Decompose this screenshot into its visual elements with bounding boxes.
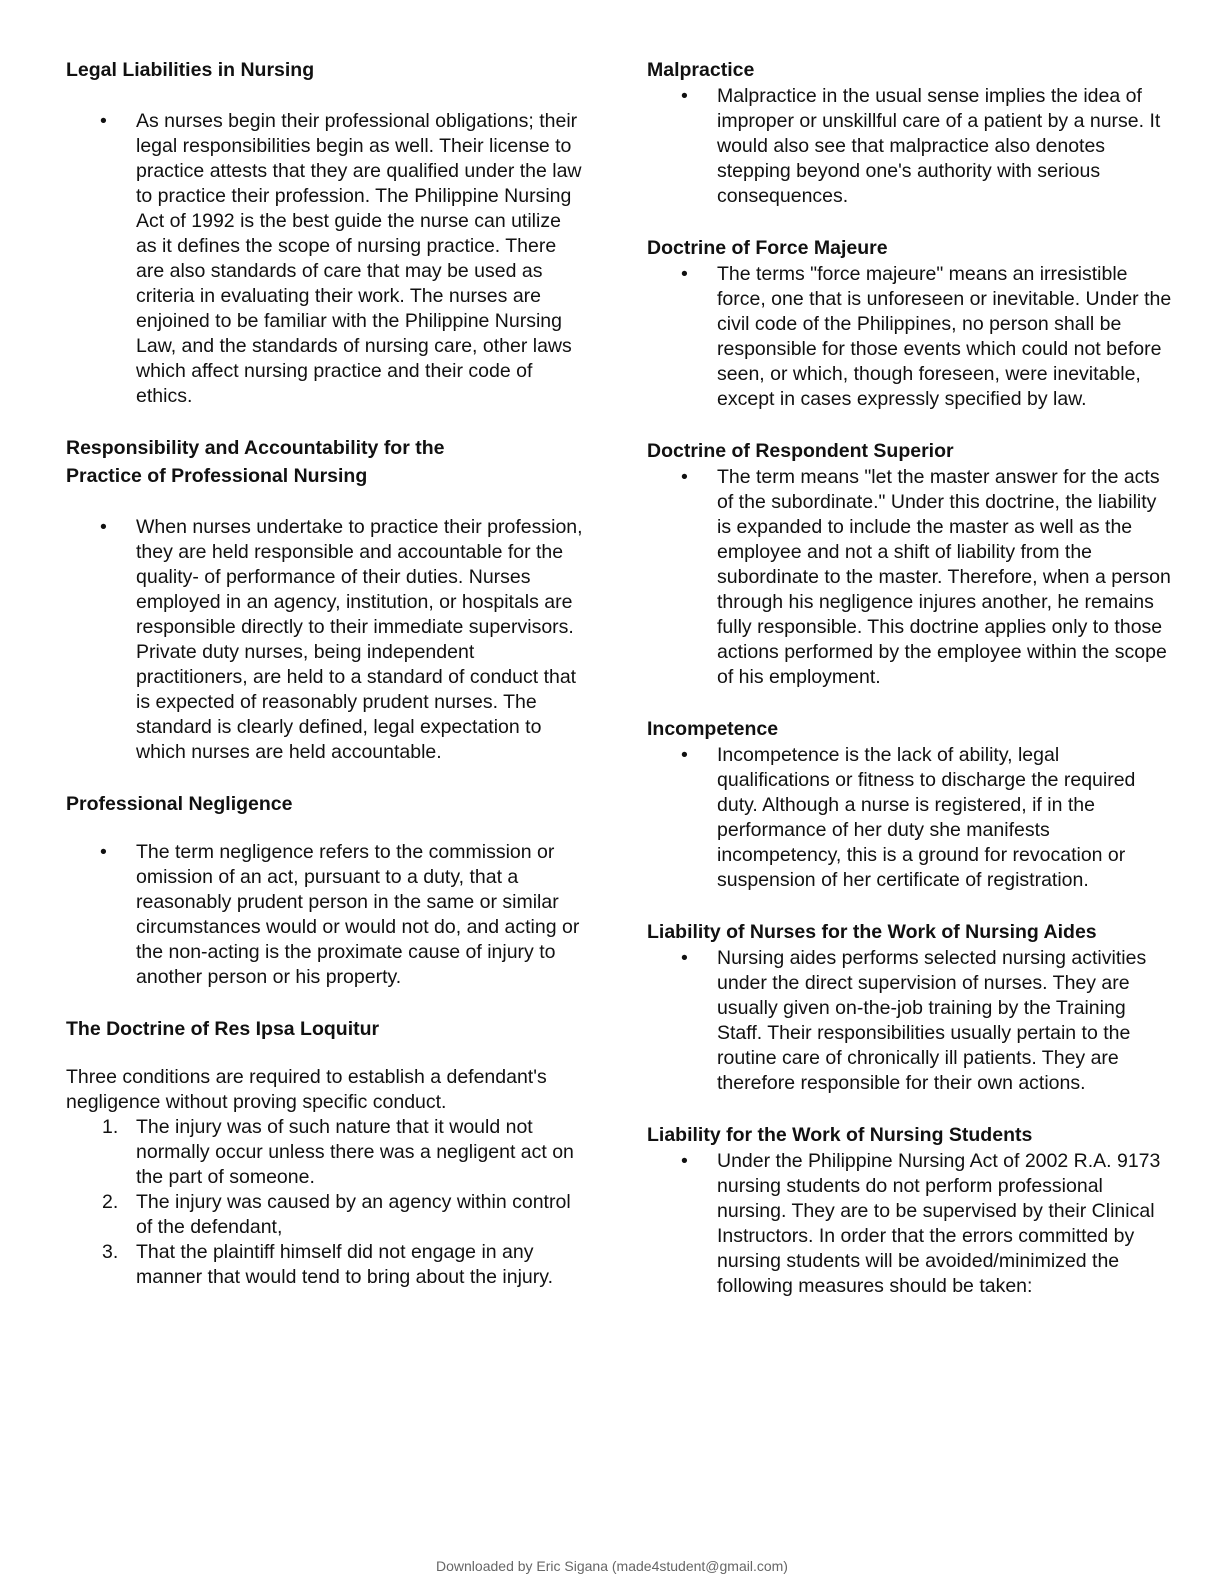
heading-legal-liabilities: Legal Liabilities in Nursing — [66, 59, 315, 81]
bullet-item: • When nurses undertake to practice their profession, they are held responsible and accountable for the quality- of performance of their duties. Nurses employed in an agency, institution, or hospitals are responsible directly to their immediate supervisors. Private duty nurses, being independent practitioners, are held to a standard of conduct that is expected of reasonably prudent nurses. The standard is clearly defined, legal expectation to which nurses are held accountable. — [66, 515, 586, 765]
list-text: The injury was of such nature that it would not normally occur unless there was a negligent act on the part of someone. — [136, 1116, 574, 1188]
bullet-item: • The term means "let the master answer for the acts of the subordinate." Under this doctrine, the liability is expanded to include the master as well as the employee and not a shift of liability from the subordinate to the master. Therefore, when a person through his negligence injures another, he remains fully responsible. This doctrine applies only to those actions performed by the employee within the scope of his employment. — [647, 465, 1172, 690]
res-ipsa-intro: Three conditions are required to establish a defendant's negligence without proving specific conduct. — [66, 1066, 547, 1113]
heading-professional-negligence: Professional Negligence — [66, 793, 293, 815]
section-respondent-superior — [647, 437, 1172, 690]
section-legal-liabilities — [66, 56, 586, 409]
bullet-list — [647, 743, 1172, 893]
bullet-item: • Incompetence is the lack of ability, legal qualifications or fitness to discharge the required duty. Although a nurse is registered, if in the performance of her duty she manifests incompetency, this is a ground for revocation or suspension of her certificate of registration. — [647, 743, 1172, 893]
right-column — [647, 56, 1172, 1299]
numbered-list — [66, 1115, 586, 1290]
bullet-list — [647, 1149, 1172, 1299]
list-number: 2. — [102, 1191, 119, 1213]
section-malpractice — [647, 56, 1172, 209]
list-text: That the plaintiff himself did not engage in any manner that would tend to bring about the injury. — [136, 1241, 553, 1288]
bullet-list — [66, 515, 586, 765]
heading-respondent-superior: Doctrine of Respondent Superior — [647, 440, 954, 462]
heading-nursing-students: Liability for the Work of Nursing Students — [647, 1124, 1033, 1146]
list-number: 3. — [102, 1241, 119, 1263]
download-footer: Downloaded by Eric Sigana (made4student@gmail.com) — [436, 1558, 788, 1574]
bullet-list — [647, 946, 1172, 1096]
bullet-item: • As nurses begin their professional obligations; their legal responsibilities begin as well. Their license to practice attests that they are qualified under the law to practice their profession. The Philippine Nursing Act of 1992 is the best guide the nurse can utilize as it defines the scope of nursing practice. There are also standards of care that may be used as criteria in evaluating their work. The nurses are enjoined to be familiar with the Philippine Nursing Law, and the standards of nursing care, other laws which affect nursing practice and their code of ethics. — [66, 109, 586, 409]
bullet-list — [647, 84, 1172, 209]
bullet-item: • Malpractice in the usual sense implies the idea of improper or unskillful care of a patient by a nurse. It would also see that malpractice also denotes stepping beyond one's authority with serious consequences. — [647, 84, 1172, 209]
section-incompetence — [647, 715, 1172, 893]
numbered-item — [66, 1240, 586, 1290]
bullet-list — [647, 262, 1172, 412]
bullet-list — [66, 109, 586, 409]
heading-responsibility-line2: Practice of Professional Nursing — [66, 465, 368, 487]
heading-responsibility-line1: Responsibility and Accountability for the — [66, 437, 445, 459]
section-professional-negligence — [66, 790, 586, 990]
heading-res-ipsa-loquitur: The Doctrine of Res Ipsa Loquitur — [66, 1018, 380, 1040]
bullet-list — [647, 465, 1172, 690]
bullet-item: • Under the Philippine Nursing Act of 2002 R.A. 9173 nursing students do not perform professional nursing. They are to be supervised by their Clinical Instructors. In order that the errors committed by nursing students will be avoided/minimized the following measures should be taken: — [647, 1149, 1172, 1299]
bullet-list — [66, 840, 586, 990]
heading-nursing-aides: Liability of Nurses for the Work of Nursing Aides — [647, 921, 1097, 943]
bullet-item: • The term negligence refers to the commission or omission of an act, pursuant to a duty, that a reasonably prudent person in the same or similar circumstances would or would not do, and acting or the non-acting is the proximate cause of injury to another person or his property. — [66, 840, 586, 990]
bullet-item: • Nursing aides performs selected nursing activities under the direct supervision of nurses. They are usually given on-the-job training by the Training Staff. Their responsibilities usually pertain to the routine care of chronically ill patients. They are therefore responsible for their own actions. — [647, 946, 1172, 1096]
section-force-majeure — [647, 234, 1172, 412]
list-number: 1. — [102, 1116, 119, 1138]
section-nursing-students — [647, 1121, 1172, 1299]
numbered-item — [66, 1190, 586, 1240]
section-res-ipsa-loquitur — [66, 1015, 586, 1290]
heading-force-majeure: Doctrine of Force Majeure — [647, 237, 888, 259]
heading-incompetence: Incompetence — [647, 718, 779, 740]
section-nursing-aides — [647, 918, 1172, 1096]
section-responsibility — [66, 434, 586, 765]
numbered-item — [66, 1115, 586, 1190]
list-text: The injury was caused by an agency within control of the defendant, — [136, 1191, 571, 1238]
heading-malpractice: Malpractice — [647, 59, 755, 81]
left-column — [66, 56, 586, 1290]
bullet-item: • The terms "force majeure" means an irresistible force, one that is unforeseen or inevitable. Under the civil code of the Philippines, no person shall be responsible for those events which could not before seen, or which, though foreseen, were inevitable, except in cases expressly specified by law. — [647, 262, 1172, 412]
